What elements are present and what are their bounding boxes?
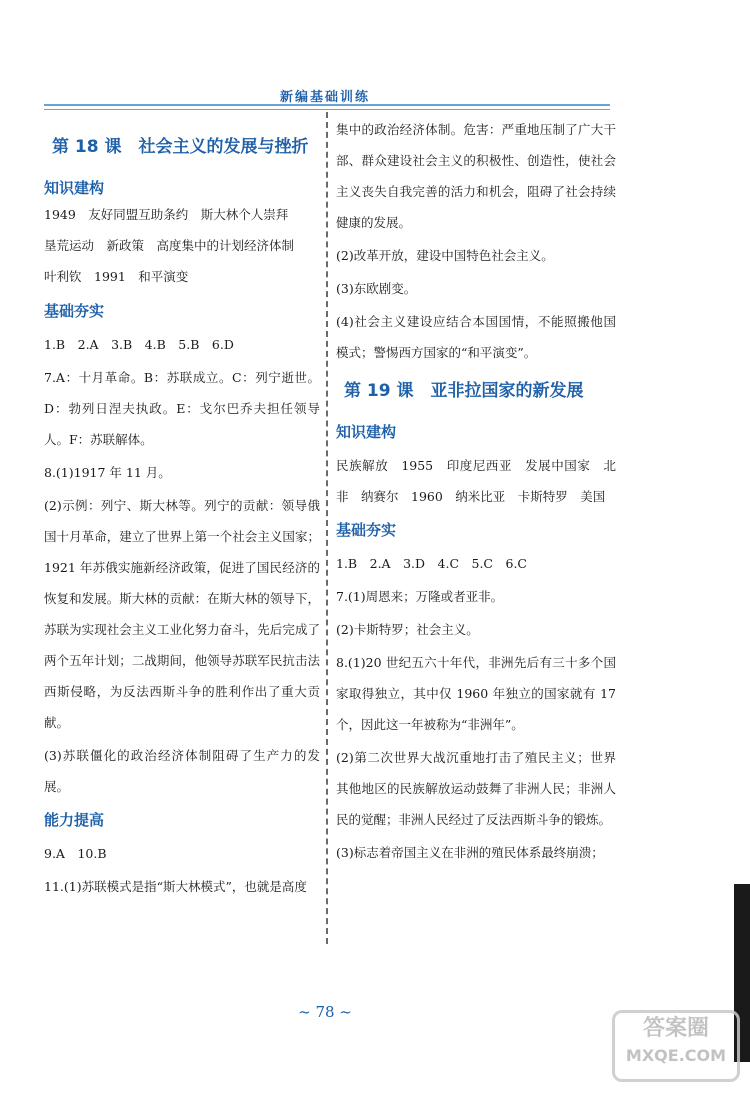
watermark-bottom-text: MXQE.COM — [625, 1046, 727, 1065]
left-column — [44, 126, 320, 904]
answer-paragraph: 7.(1)周恩来；万隆或者亚非。 — [336, 589, 504, 604]
knowledge-section-title: 知识建构 — [44, 179, 105, 197]
answer-paragraph: (2)卡斯特罗；社会主义。 — [336, 622, 479, 637]
answer-paragraph: 1.B 2.A 3.B 4.B 5.B 6.D — [44, 337, 234, 352]
knowledge-line: 叶利钦 1991 和平演变 — [44, 269, 189, 284]
answer-paragraph: (3)苏联僵化的政治经济体制阻碍了生产力的发展。 — [44, 748, 320, 794]
knowledge-line: 垦荒运动 新政策 高度集中的计划经济体制 — [44, 238, 295, 253]
basic-section-title: 基础夯实 — [336, 521, 397, 539]
answer-paragraph: (3)标志着帝国主义在非洲的殖民体系最终崩溃； — [336, 845, 604, 860]
improve-section-title: 能力提高 — [44, 811, 105, 829]
basic-section-title: 基础夯实 — [44, 302, 105, 320]
answer-paragraph: 9.A 10.B — [44, 846, 107, 861]
column-divider — [326, 112, 328, 944]
answer-paragraph: (2)第二次世界大战沉重地打击了殖民主义；世界其他地区的民族解放运动鼓舞了非洲人民；非洲人民的觉醒；非洲人民经过了反法西斯斗争的锻炼。 — [336, 750, 616, 827]
watermark-logo — [612, 1010, 740, 1082]
answer-paragraph: 1.B 2.A 3.D 4.C 5.C 6.C — [336, 556, 527, 571]
page-number: ~ 78 ~ — [298, 1003, 352, 1021]
knowledge-line: 1949 友好同盟互助条约 斯大林个人崇拜 — [44, 207, 289, 222]
answer-paragraph: 8.(1)20 世纪五六十年代，非洲先后有三十多个国家取得独立，其中仅 1960 年独立的国家就有 17 个，因此这一年被称为“非洲年”。 — [336, 655, 616, 732]
answer-paragraph: (2)改革开放，建设中国特色社会主义。 — [336, 248, 554, 263]
answer-paragraph: 8.(1)1917 年 11 月。 — [44, 465, 171, 480]
header-rule — [44, 104, 610, 110]
answer-paragraph: (2)示例：列宁、斯大林等。列宁的贡献：领导俄国十月革命，建立了世界上第一个社会主义国家；1921 年苏俄实施新经济政策，促进了国民经济的恢复和发展。斯大林的贡献：在斯大林的领导下，苏联为实现社会主义工业化努力奋斗，先后完成了两个五年计划；二战期间，他领导苏联军民抗击法西斯侵略，为反法西斯斗争的胜利作出了重大贡献。 — [44, 498, 320, 730]
knowledge-paragraph: 民族解放 1955 印度尼西亚 发展中国家 北非 纳赛尔 1960 纳米比亚 卡斯特罗 美国 — [336, 458, 616, 504]
watermark-top-text: 答案圈 — [642, 1016, 709, 1041]
answer-paragraph: 11.(1)苏联模式是指“斯大林模式”，也就是高度 — [44, 879, 307, 894]
header-title: 新编基础训练 — [279, 90, 370, 105]
right-column — [336, 114, 616, 870]
answer-paragraph: (4)社会主义建设应结合本国国情，不能照搬他国模式；警惕西方国家的“和平演变”。 — [336, 314, 616, 360]
answer-paragraph: (3)东欧剧变。 — [336, 281, 417, 296]
lesson-19-title: 第 19 课 亚非拉国家的新发展 — [344, 381, 584, 401]
answer-paragraph: 7.A：十月革命。B：苏联成立。C：列宁逝世。D：勃列日涅夫执政。E：戈尔巴乔夫担任领导人。F：苏联解体。 — [44, 370, 320, 447]
answer-paragraph: 集中的政治经济体制。危害：严重地压制了广大干部、群众建设社会主义的积极性、创造性，使社会主义丧失自我完善的活力和机会，阻碍了社会持续健康的发展。 — [336, 122, 616, 230]
knowledge-section-title: 知识建构 — [336, 423, 397, 441]
lesson-18-title: 第 18 课 社会主义的发展与挫折 — [52, 137, 309, 157]
